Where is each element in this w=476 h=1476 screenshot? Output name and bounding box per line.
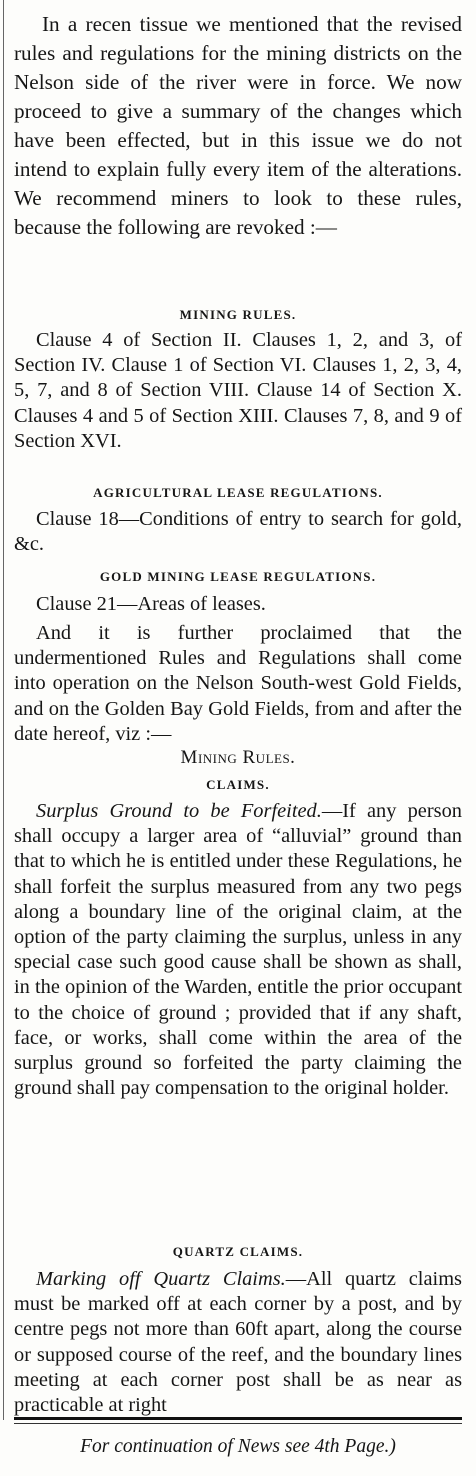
continuation-note: For continuation of News see 4th Page.): [80, 1436, 396, 1457]
footer-thin-rule: [14, 1423, 462, 1424]
quartz-claims-paragraph: [14, 1267, 462, 1418]
mining-rules-revoked-heading: MINING RULES.: [179, 307, 297, 322]
agricultural-lease-text: Clause 18—Conditions of entry to search for gold, &c.: [14, 508, 462, 556]
mining-rules-revoked-text: Clause 4 of Section II. Clauses 1, 2, and 3, of Section IV. Clause 1 of Section VI. Clauses 1, 2, 3, 4, 5, 7, and 8 of Section VIII. Clause 14 of Section X. Clauses 4 and 5 of Section XIII. Clauses 7, 8, and 9 of Section XVI.: [14, 329, 462, 452]
new-mining-rules-heading: Mining Rules.: [180, 747, 296, 768]
gold-mining-lease-text: Clause 21—Areas of leases.: [36, 593, 266, 615]
claims-heading: CLAIMS.: [206, 777, 270, 792]
intro-paragraph: In a recen tissue we mentioned that the revised rules and regulations for the mining districts on the Nelson side of the river were in force. We now proceed to give a summary of the changes which have been effected, but in this issue we do not intend to explain fully every item of the alterations. We recommend miners to look to these rules, because the following are revoked :—: [14, 12, 462, 239]
quartz-claims-title: Marking off Quartz Claims.: [36, 1268, 286, 1290]
quartz-claims-heading: QUARTZ CLAIMS.: [172, 1244, 304, 1259]
gold-mining-lease-heading: GOLD MINING LEASE REGULATIONS.: [99, 569, 377, 584]
proclamation-paragraph: And it is further proclaimed that the undermentioned Rules and Regulations shall come into operation on the Nelson South-west Gold Fields, and on the Golden Bay Gold Fields, from and after the date hereof, viz :—: [14, 622, 462, 745]
claims-paragraph: [14, 799, 462, 1101]
agricultural-lease-heading: AGRICULTURAL LEASE REGULATIONS.: [93, 485, 383, 500]
quartz-claims-text: —All quartz claims must be marked off at each corner by a post, and by centre pegs not more than 60ft apart, along the course or supposed course of the reef, and the boundary lines meeting at each corner post shall be as near as practicable at right: [14, 1268, 462, 1417]
column-left-rule: [3, 0, 4, 1420]
claims-title: Surplus Ground to be Forfeited.: [36, 800, 322, 822]
footer-thick-rule: [14, 1417, 462, 1420]
claims-text: —If any person shall occupy a larger area of “alluvial” ground than that to which he is entitled under these Regulations, he shall forfeit the surplus measured from any two pegs along a boundary line of the original claim, at the option of the party claiming the surplus, unless in any special case such good cause shall be shown as shall, in the opinion of the Warden, entitle the prior occupant to the choice of ground ; provided that if any shaft, face, or works, shall come within the area of the surplus ground so forfeited the party claiming the ground shall pay compensation to the original holder.: [14, 800, 462, 1100]
